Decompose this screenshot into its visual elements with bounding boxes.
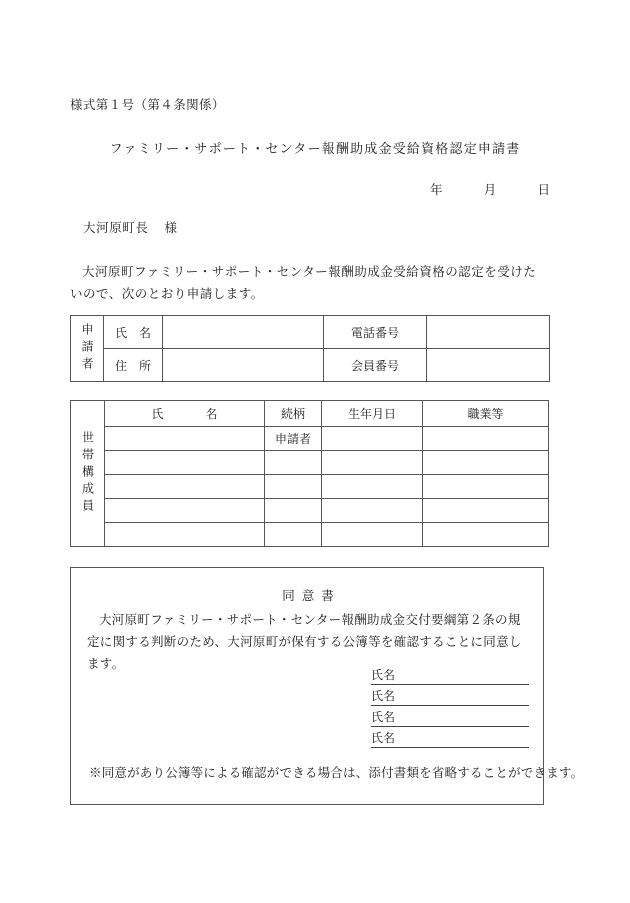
household-name-field[interactable] [105,523,265,547]
table-row [71,316,550,349]
household-occupation-field[interactable] [423,427,549,451]
household-relation-field[interactable] [265,499,322,523]
signature-list [371,664,529,748]
signature-label: 氏名 [371,708,395,727]
applicant-table [70,315,550,382]
consent-title: 同意書 [282,589,341,603]
table-row [71,523,549,547]
signature-rule[interactable] [395,692,529,706]
signature-row[interactable] [371,727,529,748]
addressee-name: 大河原町長 [83,221,149,235]
household-relation-field[interactable] [265,523,322,547]
household-relation-field[interactable] [265,475,322,499]
signature-label: 氏名 [371,687,395,706]
household-name-field[interactable] [105,451,265,475]
applicant-name-label: 氏 名 [104,316,163,349]
applicant-member-no-label: 会員番号 [324,349,427,382]
form-number: 様式第１号（第４条関係） [70,98,225,112]
applicant-name-field[interactable] [163,316,324,349]
household-name-field[interactable] [105,499,265,523]
document-title: ファミリー・サポート・センター報酬助成金受給資格認定申請書 [109,141,521,156]
household-birthdate-field[interactable] [322,427,423,451]
household-occupation-field[interactable] [423,451,549,475]
table-row [71,427,549,451]
table-row [71,349,550,382]
signature-row[interactable] [371,664,529,685]
signature-rule[interactable] [395,713,529,727]
household-header-relation: 続柄 [265,401,322,427]
household-header-name: 氏 名 [105,401,265,427]
signature-rule[interactable] [395,671,529,685]
signature-row[interactable] [371,685,529,706]
household-row-label: 世帯構成員 [71,401,105,547]
addressee-honorific: 様 [164,221,178,235]
date-line [430,180,550,198]
consent-body: 大河原町ファミリー・サポート・センター報酬助成金交付要綱第２条の規定に関する判断のため、大河原町が保有する公簿等を確認することに同意します。 [87,613,522,671]
applicant-member-no-field[interactable] [427,349,550,382]
household-name-field[interactable] [105,427,265,451]
household-occupation-field[interactable] [423,499,549,523]
table-row [71,475,549,499]
household-occupation-field[interactable] [423,475,549,499]
applicant-address-field[interactable] [163,349,324,382]
date-day-label: 日 [537,183,550,197]
signature-label: 氏名 [371,729,395,748]
household-header-occupation: 職業等 [423,401,549,427]
household-header-birthdate: 生年月日 [322,401,423,427]
addressee [83,218,178,236]
signature-row[interactable] [371,706,529,727]
date-month-label: 月 [483,183,497,197]
table-row [71,451,549,475]
intro-paragraph: 大河原町ファミリー・サポート・センター報酬助成金受給資格の認定を受けたいので、次のとおり申請します。 [70,265,537,301]
household-table [70,400,549,547]
date-year-label: 年 [430,183,443,197]
applicant-phone-label: 電話番号 [324,316,427,349]
consent-box [70,567,584,805]
applicant-phone-field[interactable] [427,316,550,349]
household-birthdate-field[interactable] [322,451,423,475]
household-birthdate-field[interactable] [322,523,423,547]
household-birthdate-field[interactable] [322,499,423,523]
household-relation-field[interactable]: 申請者 [265,427,322,451]
household-name-field[interactable] [105,475,265,499]
applicant-address-label: 住 所 [104,349,163,382]
household-occupation-field[interactable] [423,523,549,547]
table-row [71,499,549,523]
signature-label: 氏名 [371,666,395,685]
table-header-row [71,401,549,427]
consent-note: ※同意があり公簿等による確認ができる場合は、添付書類を省略することができます。 [89,766,584,780]
applicant-row-label: 申請者 [71,316,104,382]
household-relation-field[interactable] [265,451,322,475]
household-birthdate-field[interactable] [322,475,423,499]
signature-rule[interactable] [395,734,529,748]
